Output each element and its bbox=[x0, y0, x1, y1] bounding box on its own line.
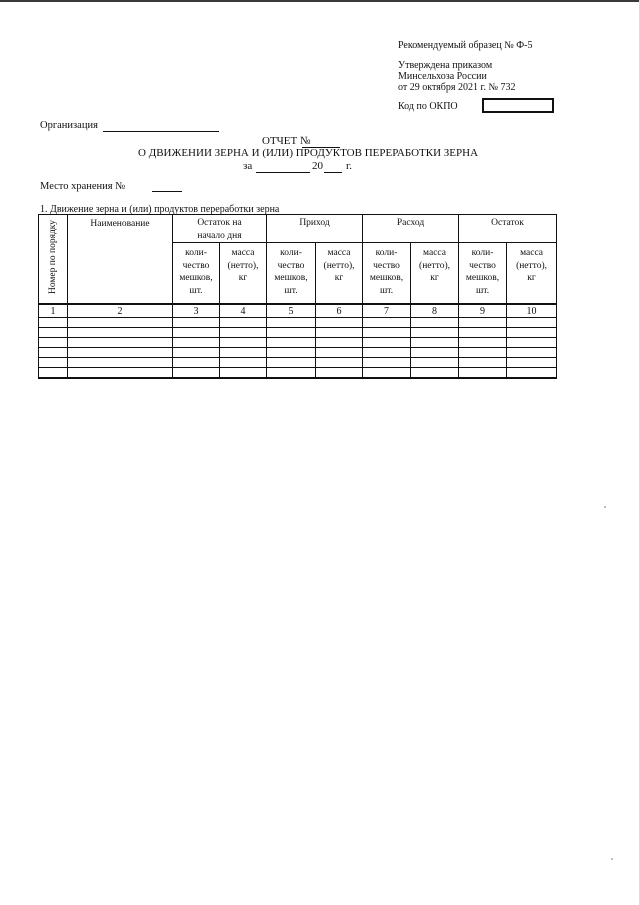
sub-mass-line: масса bbox=[327, 248, 351, 258]
group-opening-balance bbox=[173, 215, 267, 243]
table-cell[interactable] bbox=[459, 358, 507, 368]
table-cell[interactable] bbox=[507, 318, 557, 328]
year-suffix: г. bbox=[346, 160, 353, 172]
table-cell[interactable] bbox=[220, 318, 267, 328]
table-cell[interactable] bbox=[68, 348, 173, 358]
table-cell[interactable] bbox=[39, 328, 68, 338]
table-row bbox=[39, 338, 557, 348]
year-prefix: 20 bbox=[312, 160, 323, 172]
table-cell[interactable] bbox=[411, 328, 459, 338]
table-cell[interactable] bbox=[459, 318, 507, 328]
table-cell[interactable] bbox=[459, 348, 507, 358]
sub-mass-line: масса bbox=[231, 248, 255, 258]
sub-qty-header bbox=[267, 243, 316, 305]
table-cell[interactable] bbox=[267, 328, 316, 338]
column-number: 3 bbox=[173, 304, 220, 318]
sub-qty-line: шт. bbox=[475, 285, 490, 296]
col-name-header bbox=[68, 215, 173, 305]
period-prefix: за bbox=[243, 160, 253, 172]
table-cell[interactable] bbox=[267, 338, 316, 348]
column-number: 8 bbox=[411, 304, 459, 318]
table-cell[interactable] bbox=[267, 358, 316, 368]
column-number: 10 bbox=[507, 304, 557, 318]
table-cell[interactable] bbox=[459, 338, 507, 348]
organization-field[interactable] bbox=[103, 119, 219, 132]
column-number: 5 bbox=[267, 304, 316, 318]
table-cell[interactable] bbox=[363, 368, 411, 379]
storage-field[interactable] bbox=[152, 180, 182, 192]
table-cell[interactable] bbox=[173, 368, 220, 379]
sub-mass-line: кг bbox=[430, 273, 439, 283]
sub-qty-header bbox=[459, 243, 507, 305]
sub-qty-header bbox=[173, 243, 220, 305]
table-cell[interactable] bbox=[68, 358, 173, 368]
table-cell[interactable] bbox=[220, 338, 267, 348]
sub-mass-header bbox=[220, 243, 267, 305]
scan-top-edge bbox=[0, 0, 640, 2]
sub-qty-line: мешков, bbox=[465, 273, 500, 283]
table-cell[interactable] bbox=[507, 358, 557, 368]
table-row bbox=[39, 328, 557, 338]
table-cell[interactable] bbox=[363, 338, 411, 348]
sub-qty-line: мешков, bbox=[179, 273, 213, 283]
section-title: 1. Движение зерна и (или) продуктов переработки зерна bbox=[40, 204, 280, 215]
sub-qty-line: коли- bbox=[375, 248, 398, 258]
table-row bbox=[39, 318, 557, 328]
approved-line-3: от 29 октября 2021 г. № 732 bbox=[398, 82, 516, 93]
table-cell[interactable] bbox=[411, 368, 459, 379]
table-cell[interactable] bbox=[173, 338, 220, 348]
scan-speck bbox=[611, 858, 613, 860]
sub-mass-line: кг bbox=[334, 273, 344, 283]
sub-mass-header bbox=[411, 243, 459, 305]
grain-movement-table bbox=[38, 214, 557, 379]
table-cell[interactable] bbox=[363, 358, 411, 368]
column-number: 4 bbox=[220, 304, 267, 318]
group-receipt bbox=[267, 215, 363, 243]
year-field[interactable] bbox=[324, 160, 342, 173]
column-number: 6 bbox=[316, 304, 363, 318]
period-field[interactable] bbox=[256, 160, 310, 173]
form-label: Рекомендуемый образец № Ф-5 bbox=[398, 40, 533, 51]
table-cell[interactable] bbox=[173, 318, 220, 328]
table-cell[interactable] bbox=[39, 338, 68, 348]
column-number-row bbox=[39, 304, 557, 318]
table-cell[interactable] bbox=[316, 318, 363, 328]
table-cell[interactable] bbox=[316, 358, 363, 368]
sub-qty-line: коли- bbox=[471, 248, 494, 258]
table-cell[interactable] bbox=[267, 368, 316, 379]
sub-qty-line: чество bbox=[469, 260, 496, 271]
sub-qty-line: шт. bbox=[379, 285, 394, 296]
group-closing-balance bbox=[459, 215, 557, 243]
table-cell[interactable] bbox=[39, 348, 68, 358]
table-cell[interactable] bbox=[507, 328, 557, 338]
table-cell[interactable] bbox=[68, 318, 173, 328]
sub-qty-line: чество bbox=[182, 260, 210, 271]
sub-mass-line: (нетто), bbox=[323, 260, 355, 271]
col-name-label: Наименование bbox=[90, 219, 150, 229]
table-cell[interactable] bbox=[507, 368, 557, 379]
column-number: 7 bbox=[363, 304, 411, 318]
table-cell[interactable] bbox=[39, 318, 68, 328]
okpo-field[interactable] bbox=[482, 98, 554, 113]
report-title: ОТЧЕТ № bbox=[262, 135, 311, 147]
table-cell[interactable] bbox=[68, 368, 173, 379]
sub-mass-header bbox=[316, 243, 363, 305]
report-subtitle: О ДВИЖЕНИИ ЗЕРНА И (ИЛИ) ПРОДУКТОВ ПЕРЕРАБОТКИ ЗЕРНА bbox=[138, 147, 479, 159]
table-cell[interactable] bbox=[316, 338, 363, 348]
organization-label: Организация bbox=[40, 120, 98, 131]
column-number: 9 bbox=[459, 304, 507, 318]
table-cell[interactable] bbox=[39, 358, 68, 368]
table-row bbox=[39, 368, 557, 379]
table-row bbox=[39, 348, 557, 358]
sub-qty-line: чество bbox=[277, 260, 305, 271]
table-cell[interactable] bbox=[363, 348, 411, 358]
table-cell[interactable] bbox=[459, 368, 507, 379]
table-cell[interactable] bbox=[68, 338, 173, 348]
sub-mass-line: (нетто), bbox=[419, 260, 450, 271]
table-cell[interactable] bbox=[173, 348, 220, 358]
table-cell[interactable] bbox=[411, 358, 459, 368]
sub-mass-line: масса bbox=[520, 248, 543, 258]
table-cell[interactable] bbox=[220, 328, 267, 338]
group-opening-balance-label: Остаток на начало дня bbox=[197, 218, 242, 241]
sub-mass-line: (нетто), bbox=[516, 260, 547, 271]
table-cell[interactable] bbox=[220, 368, 267, 379]
sub-qty-line: мешков, bbox=[369, 273, 404, 283]
table-cell[interactable] bbox=[68, 328, 173, 338]
sub-qty-header bbox=[363, 243, 411, 305]
column-number: 1 bbox=[39, 304, 68, 318]
sub-qty-line: шт. bbox=[284, 285, 298, 296]
group-receipt-label: Приход bbox=[299, 218, 330, 228]
sub-mass-line: (нетто), bbox=[227, 260, 259, 271]
group-expense bbox=[363, 215, 459, 243]
table-cell[interactable] bbox=[459, 328, 507, 338]
table-cell[interactable] bbox=[411, 348, 459, 358]
table-cell[interactable] bbox=[316, 348, 363, 358]
table-cell[interactable] bbox=[267, 318, 316, 328]
table-cell[interactable] bbox=[173, 358, 220, 368]
table-cell[interactable] bbox=[267, 348, 316, 358]
table-cell[interactable] bbox=[363, 328, 411, 338]
sub-qty-line: коли- bbox=[280, 248, 302, 258]
sub-qty-line: чество bbox=[373, 260, 400, 271]
table-cell[interactable] bbox=[39, 368, 68, 379]
group-closing-balance-label: Остаток bbox=[491, 218, 524, 228]
sub-mass-header bbox=[507, 243, 557, 305]
table-cell[interactable] bbox=[507, 348, 557, 358]
approved-line-2: Минсельхоза России bbox=[398, 71, 487, 82]
table-cell[interactable] bbox=[173, 328, 220, 338]
table-cell[interactable] bbox=[411, 338, 459, 348]
table-cell[interactable] bbox=[220, 358, 267, 368]
sub-mass-line: кг bbox=[238, 273, 248, 283]
table-cell[interactable] bbox=[363, 318, 411, 328]
column-number: 2 bbox=[68, 304, 173, 318]
blank-rows bbox=[39, 318, 557, 379]
sub-mass-line: масса bbox=[423, 248, 446, 258]
table-cell[interactable] bbox=[507, 338, 557, 348]
group-expense-label: Расход bbox=[396, 218, 425, 228]
sub-qty-line: шт. bbox=[189, 285, 203, 296]
scan-speck bbox=[604, 506, 606, 508]
table-cell[interactable] bbox=[316, 368, 363, 379]
approved-line-1: Утверждена приказом bbox=[398, 60, 493, 71]
col-num-label: Номер по порядку bbox=[47, 219, 58, 295]
table-row bbox=[39, 358, 557, 368]
table-cell[interactable] bbox=[220, 348, 267, 358]
storage-label: Место хранения № bbox=[40, 181, 126, 192]
sub-qty-line: коли- bbox=[185, 248, 207, 258]
sub-qty-line: мешков, bbox=[274, 273, 308, 283]
sub-mass-line: кг bbox=[527, 273, 536, 283]
table-cell[interactable] bbox=[411, 318, 459, 328]
col-num-header bbox=[39, 215, 68, 305]
table-cell[interactable] bbox=[316, 328, 363, 338]
okpo-label: Код по ОКПО bbox=[398, 101, 458, 112]
